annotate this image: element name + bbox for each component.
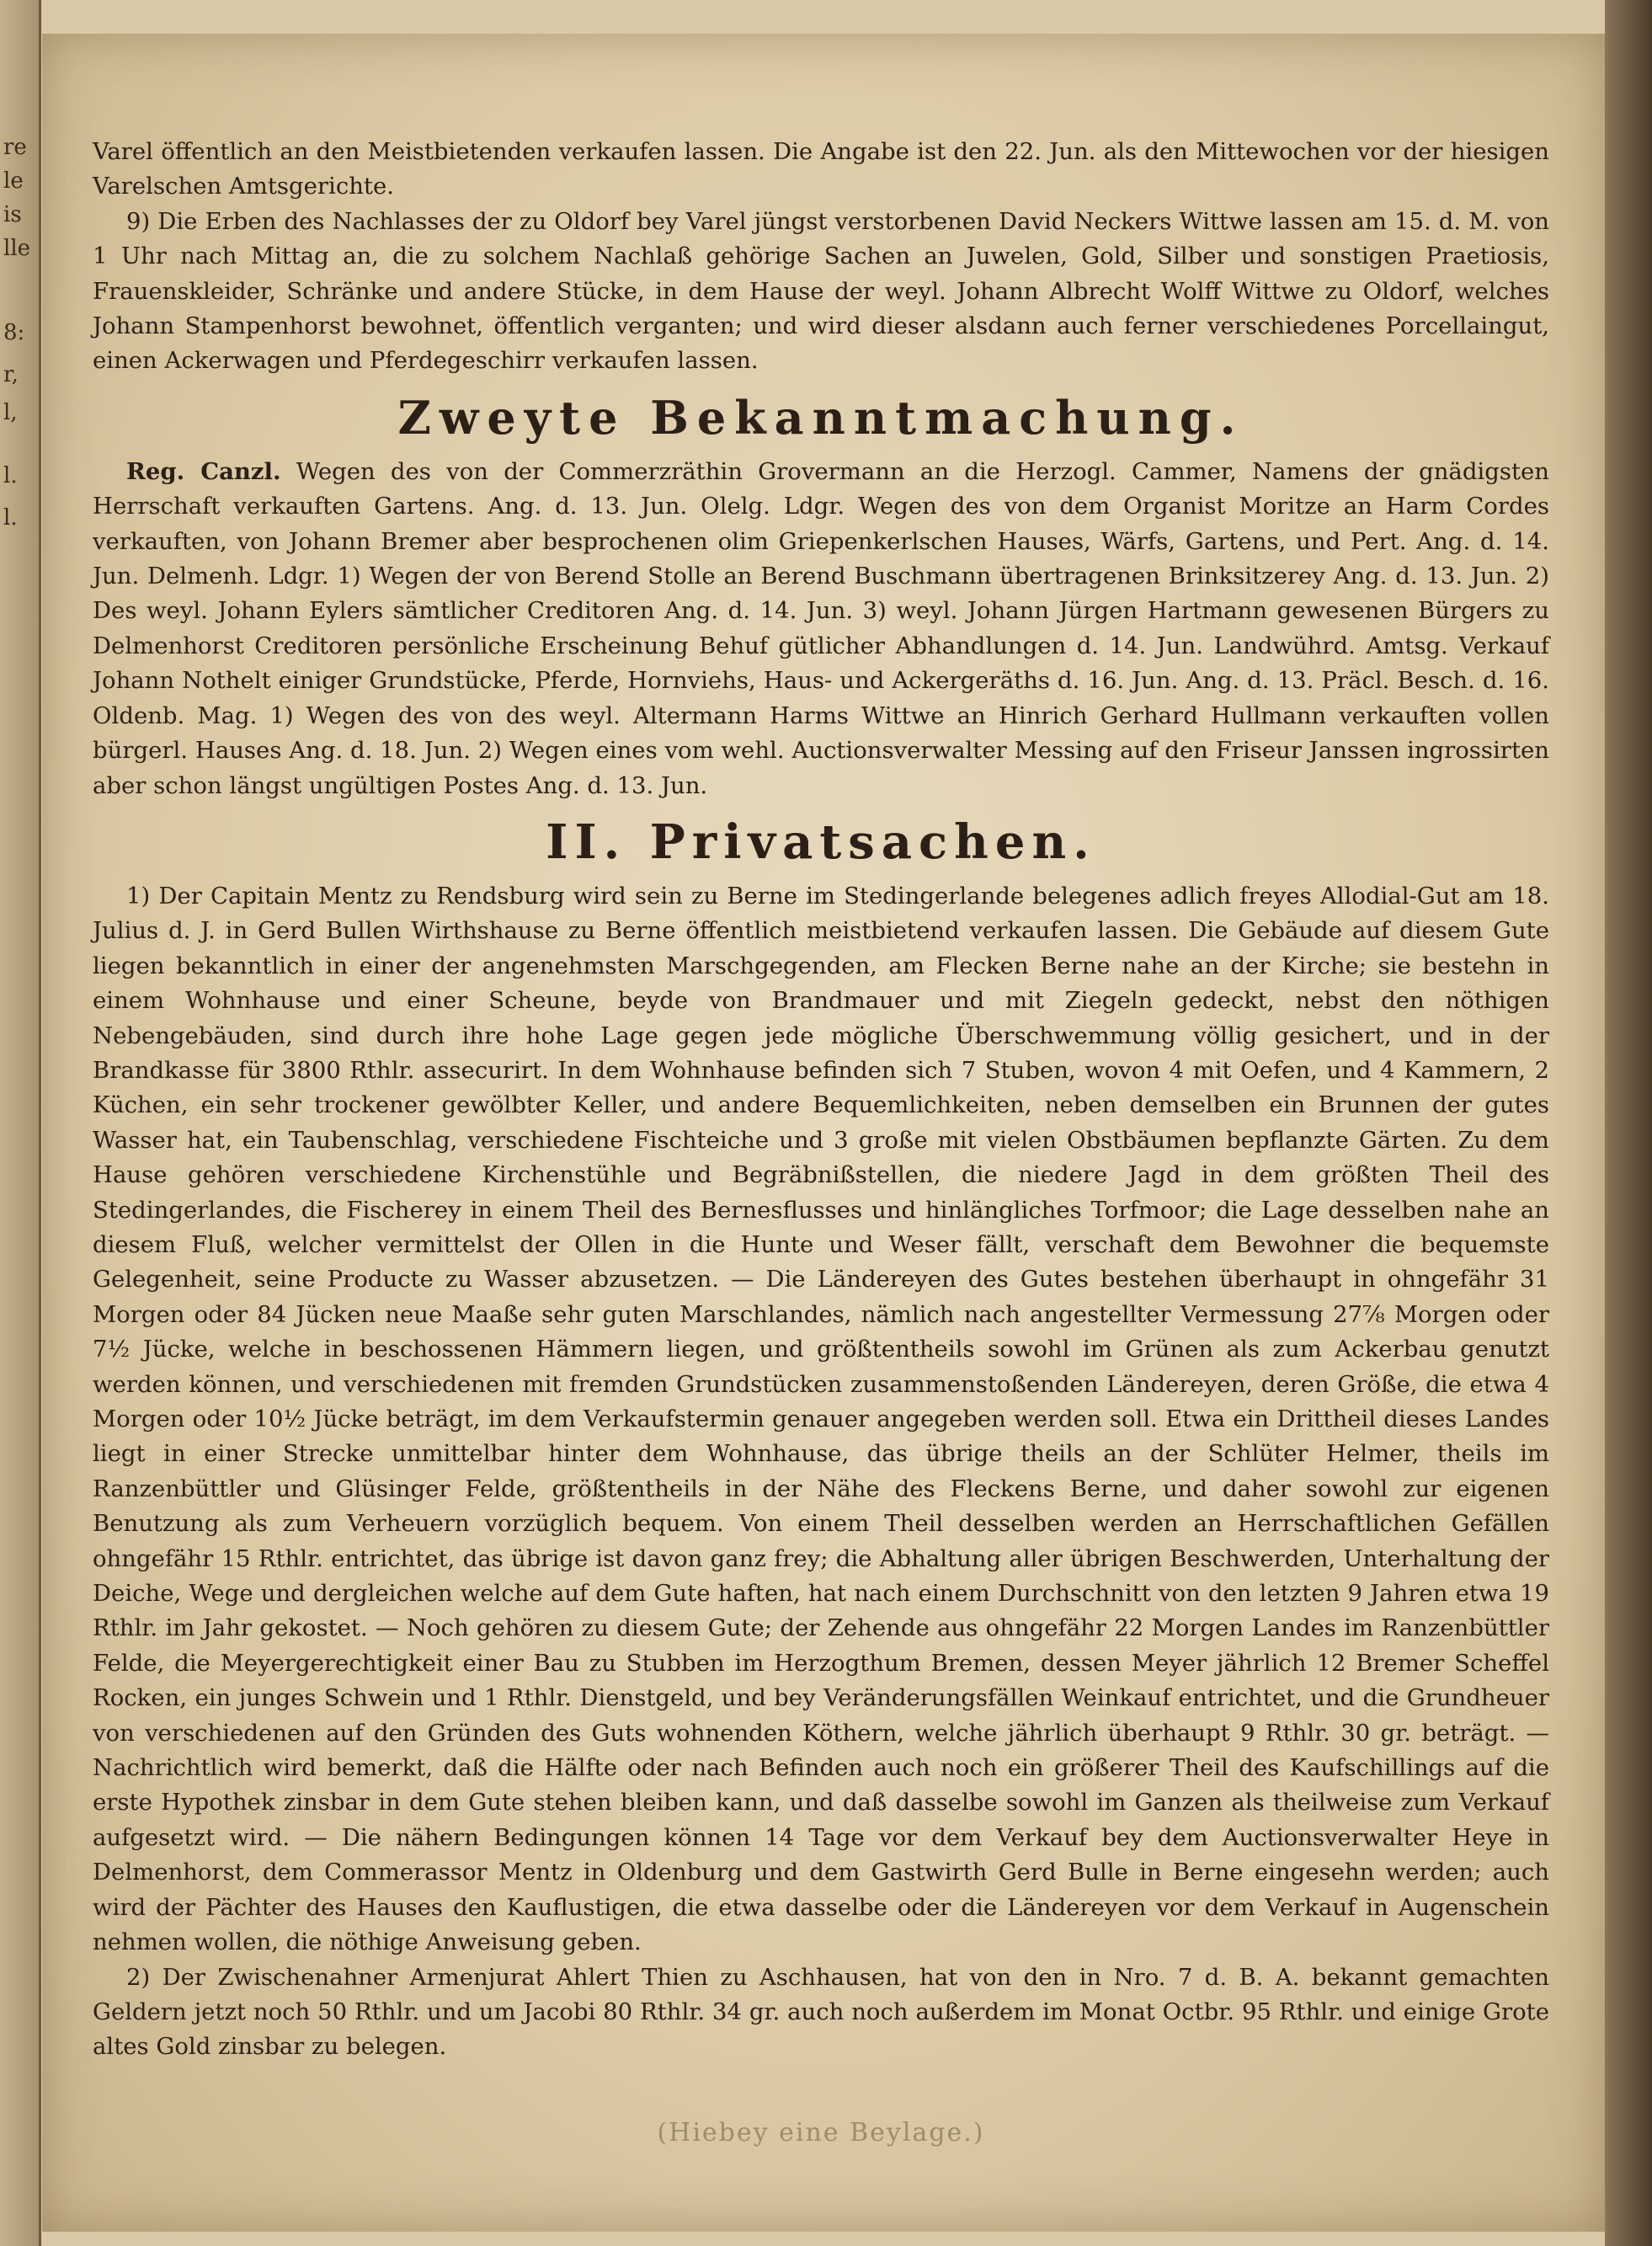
margin-fragment: re [3,135,27,160]
margin-fragment: l. [3,463,18,488]
paragraph-varel: Varel öffentlich an den Meistbietenden verkaufen lassen. Die Angabe ist den 22. Jun. als den Mittewochen vor der hiesigen Varelschen Amtsgerichte. [93,138,1549,200]
margin-fragment: lle [3,236,31,261]
binding-shadow [1605,0,1652,2246]
paragraph-announcements [93,455,1549,803]
margin-fragment: 8: [3,320,25,345]
margin-fragment: is [3,202,22,227]
paragraph-item-9: 9) Die Erben des Nachlasses der zu Oldorf bey Varel jüngst verstorbenen David Neckers Wittwe lassen am 15. d. M. von 1 Uhr nach Mittag an, die zu solchem Nachlaß gehörige Sachen an Juwelen, Gold, Silber und sonstigen Praetiosis, Frauenskleider, Schränke und andere Stücke, in dem Hause der weyl. Johann Albrecht Wolff Wittwe zu Oldorf, welches Johann Stampenhorst bewohnet, öffentlich verganten; und wird dieser alsdann auch ferner verschiedenes Porcellaingut, einen Ackerwagen und Pferdegeschirr verkaufen lassen. [93,207,1549,375]
section-heading: II. Privatsachen. [546,814,1096,870]
margin-fragment: r, [3,362,19,387]
bleed-through-text: (Hiebey eine Beylage.) [657,2117,985,2147]
margin-fragment: le [3,168,24,194]
lead-label: Reg. Canzl. [126,457,281,485]
newspaper-page [42,34,1605,2232]
announcement-text: Wegen des von der Commerzräthin Grovermann an die Herzogl. Cammer, Namens der gnädigsten Herrschaft verkauften Gartens. Ang. d. 13. Jun. Olelg. Ldgr. Wegen des von dem Organist Moritze an Harm Cordes verkauften, von Johann Bremer aber besprochenen olim Griepenkerlschen Hauses, Wärfs, Gartens, und Pert. Ang. d. 14. Jun. Delmenh. Ldgr. 1) Wegen der von Berend Stolle an Berend Buschmann übertragenen Brinksitzerey Ang. d. 13. Jun. 2) Des weyl. Johann Eylers sämtlicher Creditoren Ang. d. 14. Jun. 3) weyl. Johann Jürgen Hartmann gewesenen Bürgers zu Delmenhorst Creditoren persönliche Erscheinung Behuf gütlicher Abhandlungen d. 14. Jun. Landwührd. Amtsg. Verkauf Johann Nothelt einiger Grundstücke, Pferde, Hornviehs, Haus- und Ackergeräths d. 16. Jun. Ang. d. 13. Präcl. Besch. d. 16. Oldenb. Mag. 1) Wegen des von des weyl. Altermann Harms Wittwe an Hinrich Gerhard Hullmann verkauften vollen bürgerl. Hauses Ang. d. 18. Jun. 2) Wegen eines vom wehl. Auctionsverwalter Messing auf den Friseur Janssen ingrossirten aber schon längst ungültigen Postes Ang. d. 13. Jun. [93,457,1549,799]
page-text [93,135,1549,2150]
paragraph-item-1: 1) Der Capitain Mentz zu Rendsburg wird sein zu Berne im Stedingerlande belegenes adlich freyes Allodial-Gut am 18. Julius d. J. in Gerd Bullen Wirthshause zu Berne öffentlich meistbietend verkaufen lassen. Die Gebäude auf diesem Gute liegen bekanntlich in einer der angenehmsten Marschgegenden, am Flecken Berne nahe an der Kirche; sie bestehn in einem Wohnhause und einer Scheune, beyde von Brandmauer und mit Ziegeln gedeckt, nebst den nöthigen Nebengebäuden, sind durch ihre hohe Lage gegen jede mögliche Überschwemmung völlig gesichert, und in der Brandkasse für 3800 Rthlr. assecurirt. In dem Wohnhause befinden sich 7 Stuben, wovon 4 mit Oefen, und 4 Kammern, 2 Küchen, ein sehr trockener gewölbter Keller, und andere Bequemlichkeiten, neben demselben ein Brunnen der gutes Wasser hat, ein Taubenschlag, verschiedene Fischteiche und 3 große mit vielen Obstbäumen bepflanzte Gärten. Zu dem Hause gehören verschiedene Kirchenstühle und Begräbnißstellen, die niedere Jagd in dem größten Theil des Stedingerlandes, die Fischerey in einem Theil des Bernesflusses und hinlängliches Torfmoor; die Lage desselben nahe an diesem Fluß, welcher vermittelst der Ollen in die Hunte und Weser fällt, verschaft dem Bewohner die bequemste Gelegenheit, seine Producte zu Wasser abzusetzen. — Die Ländereyen des Gutes bestehen überhaupt in ohngefähr 31 Morgen oder 84 Jücken neue Maaße sehr guten Marschlandes, nämlich nach angestellter Vermessung 27⅞ Morgen oder 7½ Jücke, welche in beschossenen Hämmern liegen, und größtentheils sowohl im Grünen als zum Ackerbau genutzt werden können, und verschiedenen mit fremden Grundstücken zusammenstoßenden Ländereyen, deren Größe, die etwa 4 Morgen oder 10½ Jücke beträgt, im dem Verkaufstermin genauer angegeben werden soll. Etwa ein Drittheil dieses Landes liegt in einer Strecke unmittelbar hinter dem Wohnhause, das übrige theils an der Schlüter Helmer, theils im Ranzenbüttler und Glüsinger Felde, größtentheils in der Nähe des Fleckens Berne, und daher sowohl zur eigenen Benutzung als zum Verheuern vorzüglich bequem. Von einem Theil desselben werden an Herrschaftlichen Gefällen ohngefähr 15 Rthlr. entrichtet, das übrige ist davon ganz frey; die Abhaltung aller übrigen Beschwerden, Unterhaltung der Deiche, Wege und dergleichen welche auf dem Gute haften, hat nach einem Durchschnitt von den letzten 9 Jahren etwa 19 Rthlr. im Jahr gekostet. — Noch gehören zu diesem Gute; der Zehende aus ohngefähr 22 Morgen Landes im Ranzenbüttler Felde, die Meyergerechtigkeit einer Bau zu Stubben im Herzogthum Bremen, dessen Meyer jährlich 12 Bremer Scheffel Rocken, ein junges Schwein und 1 Rthlr. Dienstgeld, und bey Veränderungsfällen Weinkauf entrichtet, und die Grundheuer von verschiedenen auf den Gründen des Guts wohnenden Köthern, welche jährlich überhaupt 9 Rthlr. 30 gr. beträgt. — Nachrichtlich wird bemerkt, daß die Hälfte oder nach Befinden auch noch ein größerer Theil des Kaufschillings auf die erste Hypothek zinsbar in dem Gute stehen bleiben kann, und daß dasselbe sowohl im Ganzen als theilweise zum Verkauf aufgesetzt wird. — Die nähern Bedingungen können 14 Tage vor dem Verkauf bey dem Auctionsverwalter Heye in Delmenhorst, dem Commerassor Mentz in Oldenburg und dem Gastwirth Gerd Bulle in Berne eingesehn werden; auch wird der Pächter des Hauses den Kauflustigen, die etwa dasselbe oder die Ländereyen vor dem Verkauf in Augenschein nehmen wollen, die nöthige Anweisung geben. [93,882,1549,1956]
section-heading: Zweyte Bekanntmachung. [397,390,1244,445]
margin-fragment: l. [3,505,18,531]
paragraph-item-2: 2) Der Zwischenahner Armenjurat Ahlert Thien zu Aschhausen, hat von den in Nro. 7 d. B. A. bekannt gemachten Geldern jetzt noch 50 Rthlr. und um Jacobi 80 Rthlr. 34 gr. auch noch außerdem im Monat Octbr. 95 Rthlr. und einige Grote altes Gold zinsbar zu belegen. [93,1963,1549,2061]
adjacent-page-edge [0,0,41,2246]
margin-fragment: l, [3,400,18,425]
